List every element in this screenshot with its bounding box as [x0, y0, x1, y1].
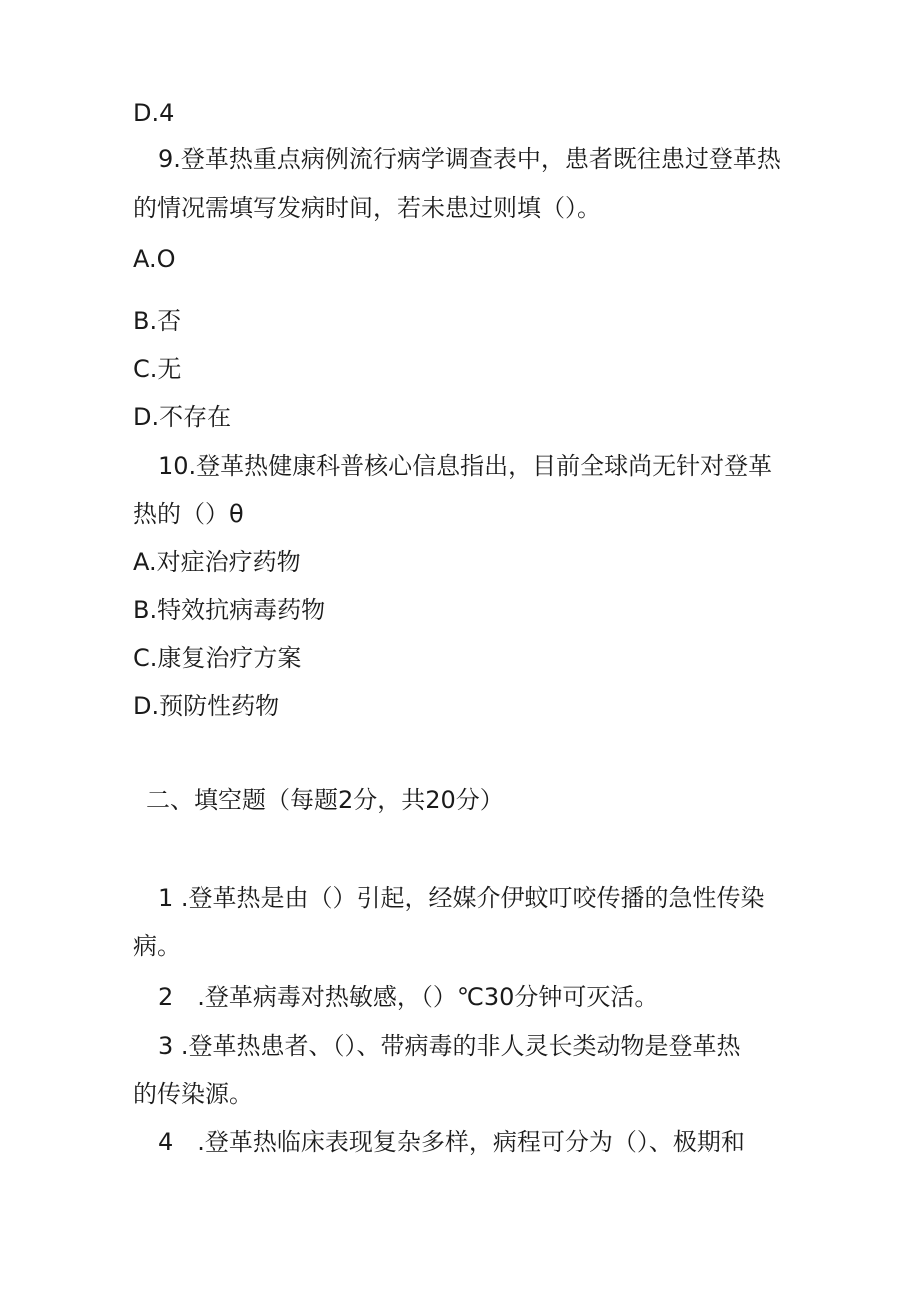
blank-4-line-1: 4 .登革热临床表现复杂多样，病程可分为（）、极期和 — [158, 1128, 745, 1156]
option-d-q10: D.预防性药物 — [133, 692, 280, 720]
question-10-line-2: 热的（）θ — [133, 500, 244, 528]
option-b-q10: B.特效抗病毒药物 — [133, 596, 326, 624]
blank-3-line-2: 的传染源。 — [133, 1080, 253, 1108]
blank-1-line-1: 1 .登革热是由（）引起，经媒介伊蚊叮咬传播的急性传染 — [158, 884, 765, 912]
question-10-line-1: 10.登革热健康科普核心信息指出，目前全球尚无针对登革 — [158, 452, 773, 480]
question-9-line-1: 9.登革热重点病例流行病学调查表中，患者既往患过登革热 — [158, 145, 781, 173]
blank-2-line-1: 2 .登革病毒对热敏感，（）℃30分钟可灭活。 — [158, 983, 659, 1011]
blank-1-line-2: 病。 — [133, 932, 181, 960]
option-d-q9: D.不存在 — [133, 403, 232, 431]
question-9-line-2: 的情况需填写发病时间，若未患过则填（）。 — [133, 194, 601, 222]
option-c-q9: C.无 — [133, 355, 182, 383]
option-c-q10: C.康复治疗方案 — [133, 644, 302, 672]
blank-3-line-1: 3 .登革热患者、（）、带病毒的非人灵长类动物是登革热 — [158, 1032, 741, 1060]
option-d-q8: D.4 — [133, 99, 175, 127]
option-b-q9: B.否 — [133, 307, 182, 335]
option-a-q10: A.对症治疗药物 — [133, 548, 301, 576]
section-heading-fill-in: 二、填空题（每题2分，共20分） — [146, 786, 504, 814]
option-a-q9: A.O — [133, 245, 176, 273]
